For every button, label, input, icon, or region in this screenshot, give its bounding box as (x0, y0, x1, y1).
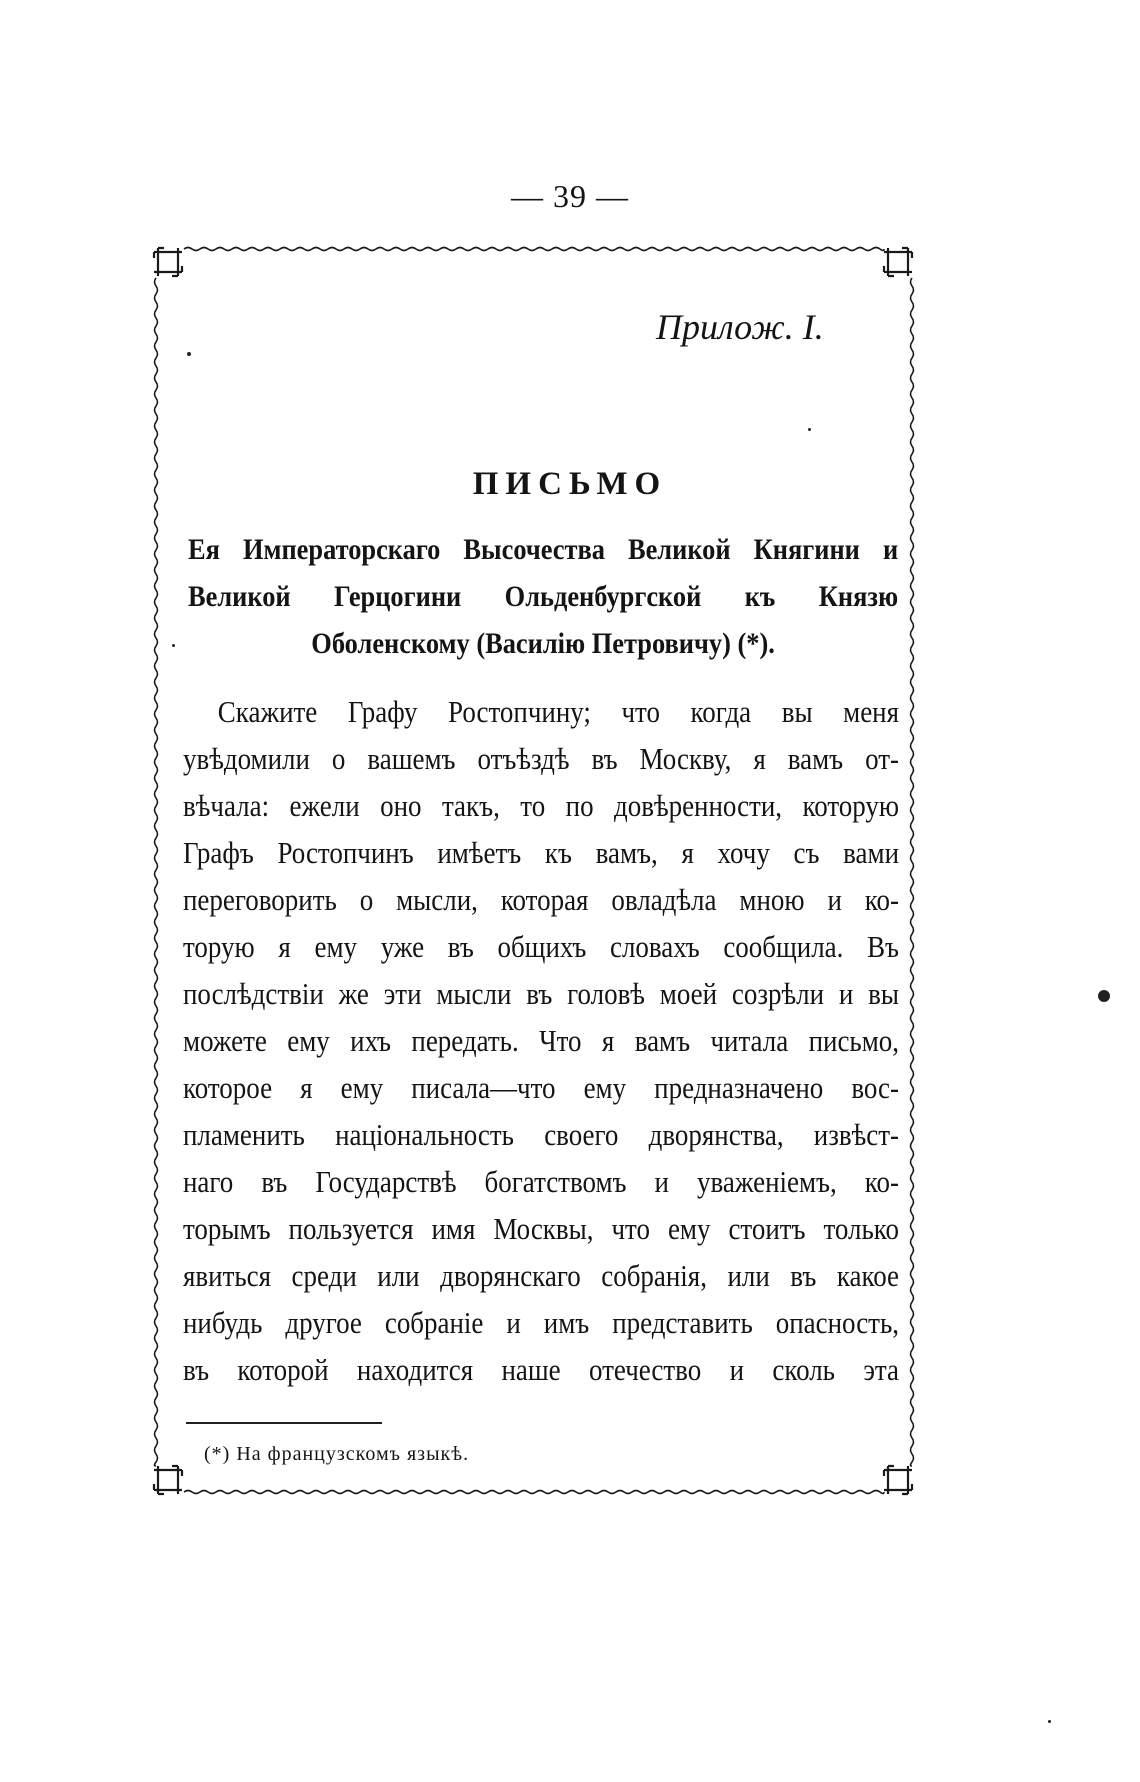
body-line: Графъ Ростопчинъ имѣетъ къ вамъ, я хочу съ вами (183, 835, 900, 870)
body-line: торымъ пользуется имя Москвы, что ему стоитъ только (183, 1211, 900, 1246)
ink-speck (1048, 1720, 1051, 1723)
body-line: наго въ Государствѣ богатствомъ и уваженіемъ, ко- (183, 1164, 900, 1199)
ink-speck (187, 352, 191, 356)
body-line: пламенить національность своего дворянства, извѣст- (183, 1117, 900, 1152)
body-line: торую я ему уже въ общихъ словахъ сообщила. Въ (183, 929, 900, 964)
letter-body (183, 688, 899, 1393)
page-number: — 39 — (511, 178, 629, 214)
body-line: въ которой находится наше отечество и сколь эта (183, 1352, 900, 1387)
body-line: нибудь другое собраніе и имъ представить опасность, (183, 1305, 900, 1340)
letter-subtitle: Ея Императорскаго Высочества Великой Княгини и Великой Герцогини Ольденбургской къ Князю Оболенскому (Василію Петровичу) (*). (188, 533, 899, 660)
letter-title: ПИСЬМО (472, 466, 668, 502)
body-line: которое я ему писала—что ему предназначено вос- (183, 1070, 900, 1105)
body-line: послѣдствіи же эти мысли въ головѣ моей созрѣли и вы (183, 976, 900, 1011)
footnote: (*) На французскомъ языкѣ. (204, 1443, 470, 1465)
ink-speck (1098, 990, 1110, 1002)
body-line: вѣчала: ежели оно такъ, то по довѣренности, которую (183, 788, 900, 823)
body-line: переговорить о мысли, которая овладѣла мною и ко- (183, 882, 900, 917)
appendix-label: Прилож. I. (656, 307, 824, 347)
body-line: явиться среди или дворянскаго собранія, или въ какое (183, 1258, 900, 1293)
body-line: Скажите Графу Ростопчину; что когда вы меня (217, 694, 900, 729)
body-line: можете ему ихъ передать. Что я вамъ читала письмо, (183, 1023, 900, 1058)
ink-speck (808, 428, 811, 431)
ink-speck (172, 644, 175, 647)
body-line: увѣдомили о вашемъ отъѣздѣ въ Москву, я вамъ от- (183, 741, 900, 776)
footnote-divider (186, 1422, 382, 1424)
